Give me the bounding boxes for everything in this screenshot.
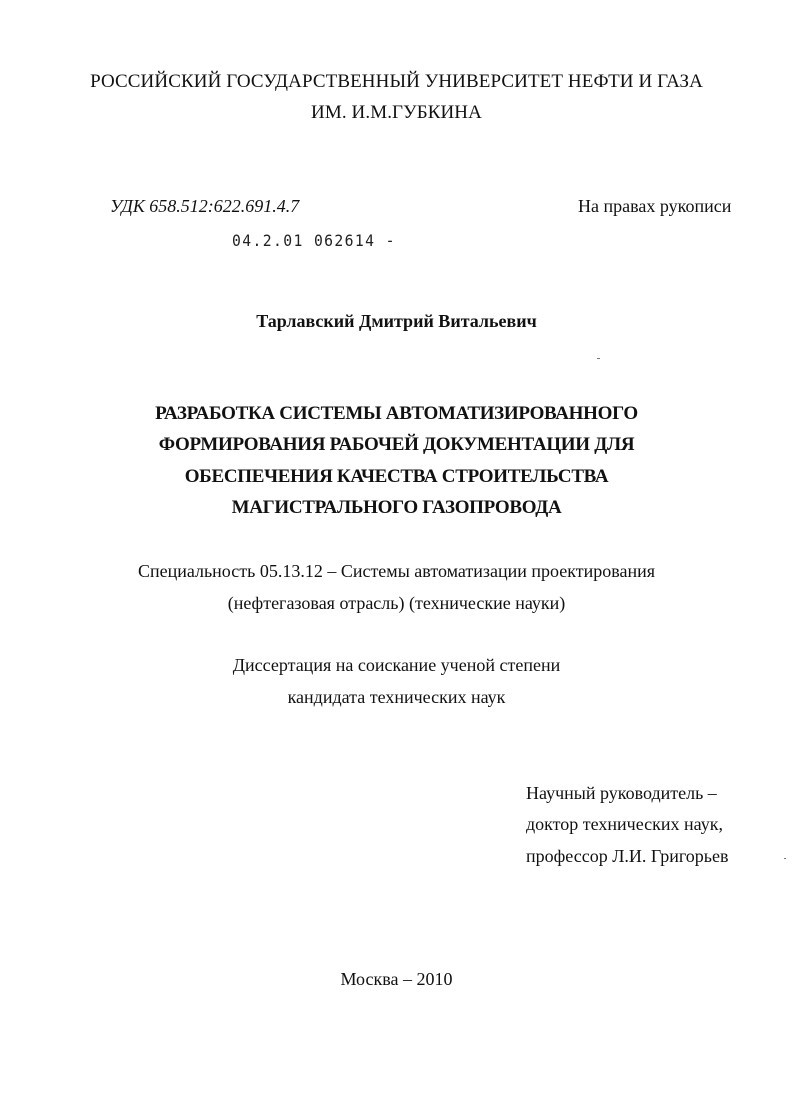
author-name: Тарлавский Дмитрий Витальевич <box>256 311 537 331</box>
registration-stamp: 04.2.01 062614 - <box>232 231 396 250</box>
specialty-line1: Специальность 05.13.12 – Системы автоматизации проектирования <box>137 561 656 581</box>
thesis-title-line1: РАЗРАБОТКА СИСТЕМЫ АВТОМАТИЗИРОВАННОГО <box>155 403 638 424</box>
specialty-line2: (нефтегазовая отрасль) (технические науки) <box>227 593 566 613</box>
city-year: Москва – 2010 <box>340 969 453 989</box>
university-name-line2: ИМ. И.М.ГУБКИНА <box>311 102 482 123</box>
degree-line1: Диссертация на соискание ученой степени <box>232 655 561 675</box>
degree-line2: кандидата технических наук <box>287 687 506 707</box>
thesis-title-line4: МАГИСТРАЛЬНОГО ГАЗОПРОВОДА <box>231 497 562 518</box>
supervisor-line2: доктор технических наук, <box>526 814 723 834</box>
manuscript-rights-note: На правах рукописи <box>578 196 732 216</box>
university-name-line1: РОССИЙСКИЙ ГОСУДАРСТВЕННЫЙ УНИВЕРСИТЕТ НЕФТИ И ГАЗА <box>90 71 703 92</box>
thesis-title-line2: ФОРМИРОВАНИЯ РАБОЧЕЙ ДОКУМЕНТАЦИИ ДЛЯ <box>158 434 635 455</box>
supervisor-line1: Научный руководитель – <box>526 783 717 803</box>
scan-speck <box>784 858 786 859</box>
udk-code: УДК 658.512:622.691.4.7 <box>110 196 300 216</box>
scan-speck <box>597 358 600 359</box>
supervisor-line3: профессор Л.И. Григорьев <box>526 846 729 866</box>
thesis-title-line3: ОБЕСПЕЧЕНИЯ КАЧЕСТВА СТРОИТЕЛЬСТВА <box>184 466 609 487</box>
